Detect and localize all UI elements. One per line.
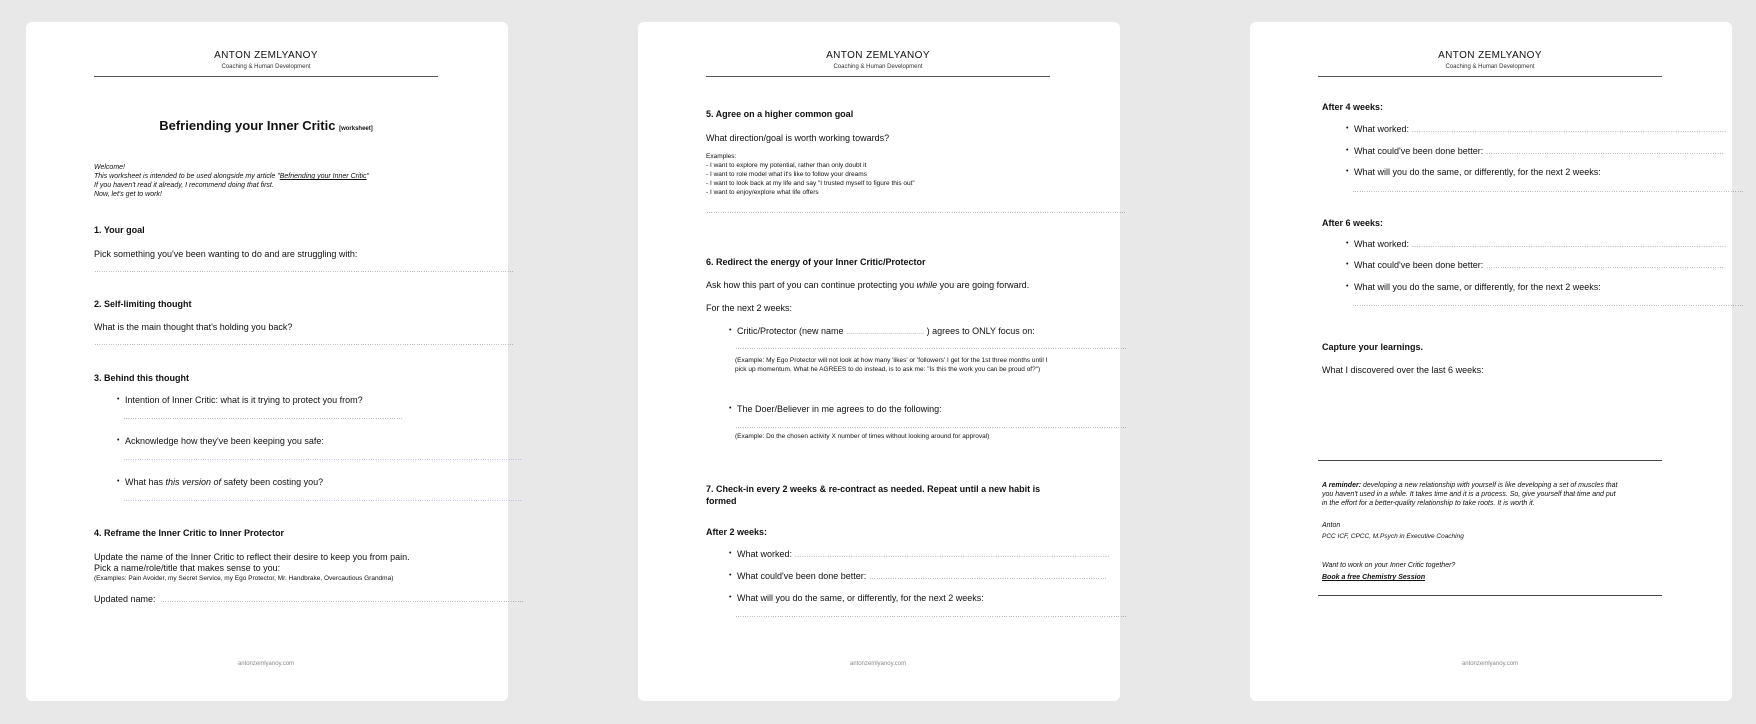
- bullet-item: • What could've been done better: …………………………………………………………………………………………: [737, 571, 1039, 581]
- bullet-item: • What will you do the same, or differently, for the next 2 weeks:: [1354, 167, 1601, 177]
- section-text: Pick a name/role/title that makes sense to you:: [94, 563, 281, 573]
- title-text: Befriending your Inner Critic: [159, 118, 336, 133]
- page-header: [706, 50, 1050, 77]
- after-4-weeks-label: After 4 weeks:: [1322, 102, 1384, 112]
- author-subtitle: Coaching & Human Development: [221, 64, 311, 70]
- book-session-link[interactable]: Book a free Chemistry Session: [1322, 574, 1426, 581]
- bullet-item: • Critic/Protector (new name ………………………………… ) agrees to ONLY focus on:: [737, 326, 1035, 336]
- reminder-bottom-rule: [1318, 595, 1662, 596]
- answer-line[interactable]: ………………………………………………………………………………………………………………………: [1411, 127, 1727, 134]
- updated-name-line[interactable]: …………………………………………………………………………………………………………………………………………: [160, 597, 524, 604]
- answer-line[interactable]: ………………………………………………………………………………………………………………………………………………………: [123, 496, 522, 503]
- page-footer[interactable]: antonzemlyanoy.com: [237, 661, 295, 667]
- worksheet-page-1: [26, 22, 524, 701]
- answer-line[interactable]: ……………………………………………………………………………………………………………………………………………………: [735, 423, 1127, 430]
- section-heading: 1. Your goal: [94, 225, 145, 235]
- article-link[interactable]: Befriending your Inner Critic: [279, 173, 367, 180]
- worksheet-page-3: [1250, 22, 1744, 701]
- author-name: ANTON ZEMLYANOY: [214, 50, 318, 61]
- answer-line[interactable]: …………………………………………………………………………………………………………: [123, 414, 403, 421]
- section-text: Update the name of the Inner Critic to reflect their desire to keep you from pain.: [94, 552, 410, 562]
- example-item: - I want to look back at my life and say "I trusted myself to figure this out": [706, 180, 915, 187]
- bullet-item: • What could've been done better: …………………………………………………………………………………………: [1354, 146, 1656, 156]
- intro-line: This worksheet is intended to be used alongside my article "Befriending your Inner Critic": [94, 173, 370, 180]
- answer-line[interactable]: ………………………………………………………………………………………………………………………………………………………………: [706, 208, 1126, 215]
- example-item: - I want to explore my potential, rather than only doubt it: [706, 162, 867, 169]
- example-item: - I want to enjoy/explore what life offers: [706, 189, 819, 196]
- worksheet-page-2: [638, 22, 1127, 701]
- updated-name-label: Updated name:: [94, 594, 156, 604]
- reminder-label: A reminder:: [1322, 482, 1362, 489]
- answer-line[interactable]: …………………………………………………………………………………………: [1485, 263, 1724, 270]
- answer-line[interactable]: ………………………………………………………………………………………………………………………: [794, 552, 1110, 559]
- bullet-item: • What worked: ………………………………………………………………………………………………………………………: [1354, 124, 1652, 134]
- section-text: What direction/goal is worth working towards?: [706, 133, 890, 143]
- title-tag: [worksheet]: [339, 126, 373, 132]
- page-footer[interactable]: antonzemlyanoy.com: [1461, 661, 1519, 667]
- section-heading: 7. Check-in every 2 weeks & re-contract as needed. Repeat until a new habit is formed: [706, 484, 1041, 506]
- author-subtitle: Coaching & Human Development: [1445, 64, 1535, 70]
- answer-line[interactable]: ……………………………………………………………………………………………………………………………………………………: [1352, 187, 1744, 194]
- credentials: PCC ICF, CPCC, M.Psych in Executive Coaching: [1322, 533, 1464, 540]
- page-header: [94, 50, 438, 77]
- answer-line[interactable]: …………………………………………………………………………………………: [868, 574, 1107, 581]
- after-6-weeks-label: After 6 weeks:: [1322, 218, 1384, 228]
- section-heading: 3. Behind this thought: [94, 373, 189, 383]
- section-heading: 5. Agree on a higher common goal: [706, 109, 854, 119]
- author-subtitle: Coaching & Human Development: [833, 64, 923, 70]
- bullet-item: • Intention of Inner Critic: what is it trying to protect you from?: [125, 395, 363, 405]
- capture-heading: Capture your learnings.: [1322, 342, 1424, 352]
- bullet-item: • What will you do the same, or differently, for the next 2 weeks:: [737, 593, 984, 603]
- after-2-weeks-label: After 2 weeks:: [706, 527, 768, 537]
- bullet-item: • What could've been done better: …………………………………………………………………………………………: [1354, 260, 1656, 270]
- bullet-item: • What has this version of safety been costing you?: [125, 477, 323, 487]
- answer-line[interactable]: ……………………………………………………………………………………………………………………………………………………: [1352, 301, 1744, 308]
- header-rule: [94, 76, 438, 77]
- bullet-item: • What worked: ………………………………………………………………………………………………………………………: [1354, 239, 1652, 249]
- new-name-blank[interactable]: …………………………………: [846, 330, 925, 336]
- header-rule: [1318, 76, 1662, 77]
- answer-line[interactable]: ………………………………………………………………………………………………………………………………………………………………: [94, 267, 514, 274]
- answer-line[interactable]: …………………………………………………………………………………………: [1485, 149, 1724, 156]
- reminder-top-rule: [1318, 460, 1662, 461]
- bullet-item: • What worked: ………………………………………………………………………………………………………………………: [737, 549, 1035, 559]
- signoff: Anton: [1322, 522, 1341, 529]
- capture-text: What I discovered over the last 6 weeks:: [1322, 365, 1484, 375]
- example-text: (Example: My Ego Protector will not look at how many 'likes' or 'followers' I get for the 1st three months until I pick up momentum. What he AGREES to do instead, is to ask me: "Is this the work you can be proud of?"): [735, 357, 1048, 373]
- cta-question: Want to work on your Inner Critic together?: [1322, 562, 1456, 569]
- answer-line[interactable]: ……………………………………………………………………………………………………………………………………………………: [735, 612, 1127, 619]
- examples-text: (Examples: Pain Avoider, my Secret Service, my Ego Protector, Mr. Handbrake, Overcautious Grandma): [94, 575, 394, 582]
- bullet-item: • Acknowledge how they've been keeping you safe:: [125, 436, 324, 446]
- reminder-block: A reminder: developing a new relationship with yourself is like developing a set of muscles that you haven't used in a while. It takes time and it is a process. So, give yourself that time and put in the effort for a better-quality relationship to take roots. It is worth it.: [1322, 482, 1618, 507]
- page-header: [1318, 50, 1662, 77]
- examples-list: [706, 152, 1056, 197]
- page-title: [94, 118, 438, 133]
- answer-line[interactable]: ………………………………………………………………………………………………………………………………………………………: [123, 455, 522, 462]
- page-footer[interactable]: antonzemlyanoy.com: [849, 661, 907, 667]
- section-text: For the next 2 weeks:: [706, 303, 793, 313]
- section-text: Ask how this part of you can continue protecting you while you are going forward.: [706, 280, 1030, 290]
- example-item: - I want to role model what it's like to follow your dreams: [706, 171, 867, 178]
- section-text: Pick something you've been wanting to do and are struggling with:: [94, 249, 358, 259]
- bullet-item: • What will you do the same, or differently, for the next 2 weeks:: [1354, 282, 1601, 292]
- example-text: (Example: Do the chosen activity X number of times without looking around for approval): [735, 433, 990, 440]
- section-heading: 4. Reframe the Inner Critic to Inner Protector: [94, 528, 285, 538]
- author-name: ANTON ZEMLYANOY: [826, 50, 930, 61]
- intro-line: Now, let's get to work!: [94, 191, 162, 198]
- section-heading: 6. Redirect the energy of your Inner Critic/Protector: [706, 257, 926, 267]
- intro-line: If you haven't read it already, I recommend doing that first.: [94, 182, 274, 189]
- author-name: ANTON ZEMLYANOY: [1438, 50, 1542, 61]
- header-rule: [706, 76, 1050, 77]
- intro-welcome: Welcome!: [94, 164, 125, 171]
- answer-line[interactable]: ………………………………………………………………………………………………………………………: [1411, 242, 1727, 249]
- section-text: What is the main thought that's holding you back?: [94, 322, 293, 332]
- intro-block: [94, 163, 440, 199]
- section-heading: 2. Self-limiting thought: [94, 299, 192, 309]
- answer-line[interactable]: ………………………………………………………………………………………………………………………………………………………………: [94, 340, 514, 347]
- bullet-item: • The Doer/Believer in me agrees to do the following:: [737, 404, 942, 414]
- examples-label: Examples:: [706, 153, 737, 160]
- answer-line[interactable]: ……………………………………………………………………………………………………………………………………………………: [735, 344, 1127, 351]
